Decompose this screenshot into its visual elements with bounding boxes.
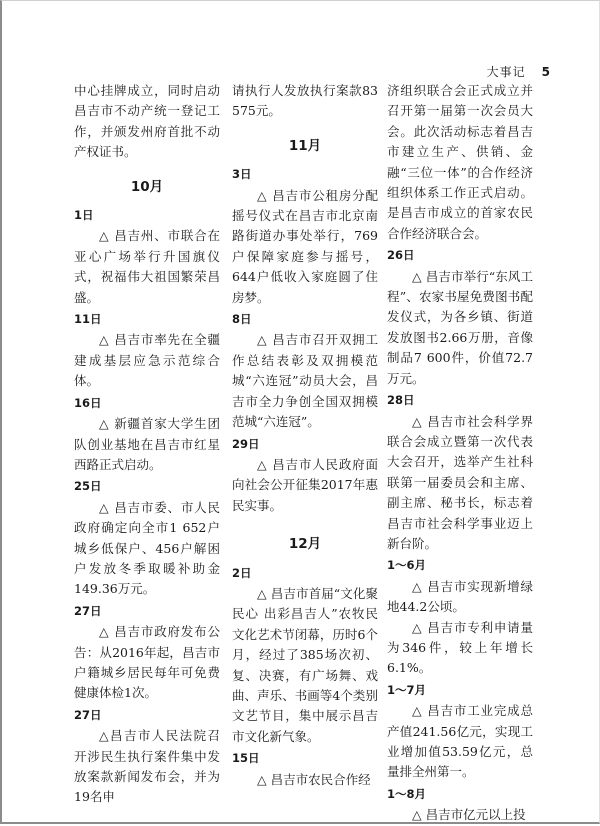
date-label: 27日 bbox=[74, 707, 102, 722]
month-heading: 11月 bbox=[288, 137, 322, 154]
month-heading: 10月 bbox=[130, 178, 164, 195]
month-heading: 12月 bbox=[288, 536, 322, 553]
date-label: 8日 bbox=[232, 312, 252, 327]
date-label: 27日 bbox=[74, 603, 102, 618]
entry-paragraph: △ 昌吉市工业完成总产值241.56亿元，实现工业增加值53.59亿元，总量排全州第一。 bbox=[387, 703, 533, 780]
entry-paragraph: △ 昌吉州、市联合在亚心广场举行升国旗仪式，祝福伟大祖国繁荣昌盛。 bbox=[74, 228, 220, 305]
entry-paragraph: 请执行人发放执行案款83 575元。 bbox=[232, 83, 378, 119]
entry-paragraph: △ 昌吉市率先在全疆建成基层应急示范综合体。 bbox=[74, 332, 220, 389]
entry-paragraph: △ 昌吉市人民政府面向社会公开征集2017年惠民实事。 bbox=[232, 456, 378, 513]
date-label: 1～7月 bbox=[387, 682, 427, 697]
entry-paragraph: △ 昌吉市举行“东风工程”、农家书屋免费图书配发仪式，为各乡镇、街道发放图书2.66万册，音像制品7 600件，价值72.7万元。 bbox=[387, 268, 533, 386]
text-column-2 bbox=[232, 81, 378, 790]
date-label: 3日 bbox=[232, 167, 252, 182]
date-label: 15日 bbox=[232, 751, 260, 766]
entry-paragraph: △ 昌吉市实现新增绿地44.2公顷。 bbox=[387, 578, 533, 615]
date-label: 25日 bbox=[74, 479, 102, 494]
date-label: 2日 bbox=[232, 565, 252, 580]
entry-paragraph: △ 昌吉市亿元以上投 bbox=[412, 807, 526, 823]
date-label: 1日 bbox=[74, 208, 94, 223]
section-title: 大事记 bbox=[486, 65, 526, 79]
page-number: 5 bbox=[541, 65, 551, 79]
entry-paragraph: △ 昌吉市委、市人民政府确定向全市1 652户城乡低保户、456户解困户发放冬季取暖补助金149.36万元。 bbox=[74, 499, 220, 597]
entry-paragraph: 济组织联合会正式成立并召开第一届第一次会员大会。此次活动标志着昌吉市建立生产、供销、金融“三位一体”的合作经济组织体系工作正式启动。是昌吉市成立的首家农民合作经济联合会。 bbox=[387, 83, 533, 241]
date-label: 29日 bbox=[232, 436, 260, 451]
date-label: 11日 bbox=[74, 312, 102, 327]
entry-paragraph: 中心挂牌成立，同时启动昌吉市不动产统一登记工作，并颁发州府首批不动产权证书。 bbox=[74, 83, 220, 160]
date-label: 1～8月 bbox=[387, 786, 427, 801]
running-header bbox=[487, 63, 551, 80]
date-label: 26日 bbox=[387, 248, 415, 263]
entry-paragraph: △ 昌吉市政府发布公告：从2016年起，昌吉市户籍城乡居民每年可免费健康体检1次。 bbox=[74, 624, 220, 701]
text-column-3 bbox=[387, 81, 533, 826]
entry-paragraph: △ 昌吉市公租房分配摇号仪式在昌吉市北京南路街道办事处举行，769户保障家庭参与摇号，644户低收入家庭圆了住房梦。 bbox=[232, 187, 378, 305]
date-label: 1～6月 bbox=[387, 558, 427, 573]
entry-paragraph: △ 新疆首家大学生团队创业基地在昌吉市红星西路正式启动。 bbox=[74, 416, 220, 472]
entry-paragraph: △ 昌吉市农民合作经 bbox=[257, 771, 371, 787]
entry-paragraph: △ 昌吉市社会科学界联合会成立暨第一次代表大会召开，选举产生社科联第一届委员会和主席、副主席、秘书长，标志着昌吉市社会科学事业迈上新台阶。 bbox=[387, 413, 533, 551]
entry-paragraph: △ 昌吉市专利申请量为346件，较上年增长6.1%。 bbox=[387, 619, 533, 676]
entry-paragraph: △ 昌吉市首届“文化聚民心 出彩昌吉人”农牧民文化艺术节闭幕，历时6个月，经过了385场次初、复、决赛，有广场舞、戏曲、声乐、书画等4个类别文艺节目，集中展示昌吉市文化新气象。 bbox=[232, 585, 378, 744]
text-column-1 bbox=[74, 81, 220, 808]
entry-paragraph: △ 昌吉市召开双拥工作总结表彰及双拥模范城“六连冠”动员大会，昌吉市全力争创全国双拥模范城“六连冠”。 bbox=[232, 332, 378, 430]
date-label: 28日 bbox=[387, 393, 415, 408]
entry-paragraph: △昌吉市人民法院召开涉民生执行案件集中发放案款新闻发布会，并为19名申 bbox=[74, 728, 220, 805]
date-label: 16日 bbox=[74, 395, 102, 410]
